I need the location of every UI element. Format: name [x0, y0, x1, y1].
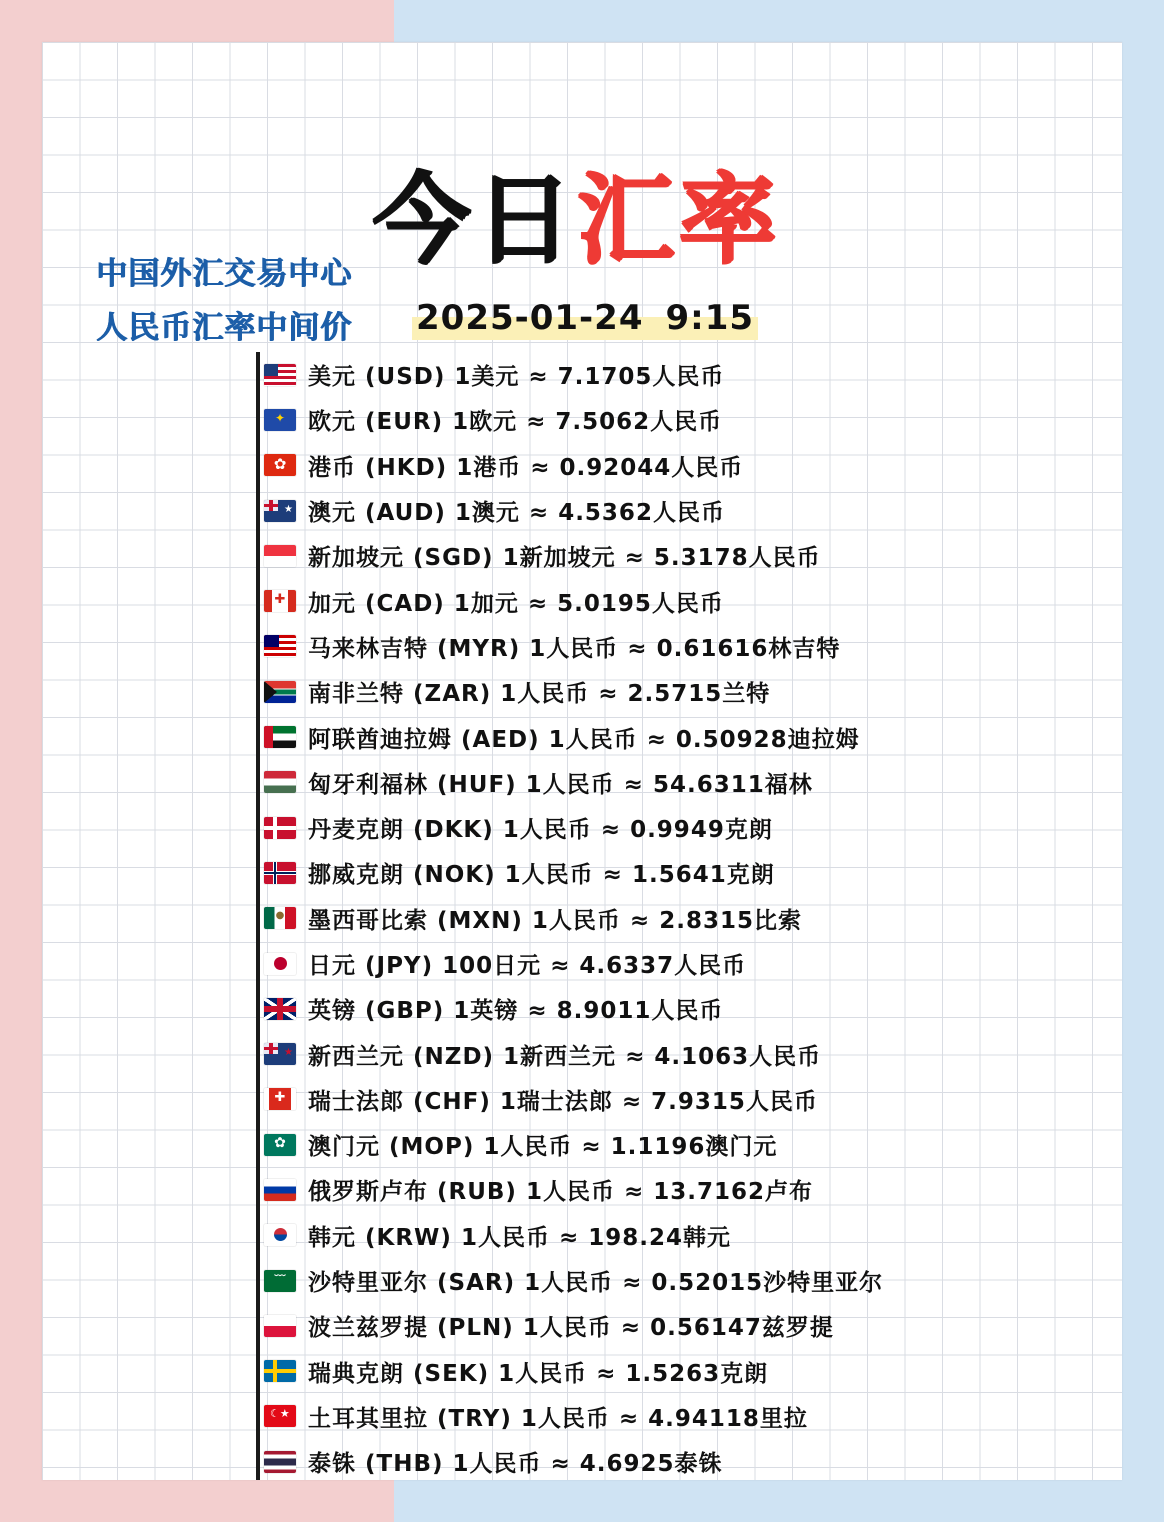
rate-text: 南非兰特 (ZAR) 1人民币 ≈ 2.5715兰特: [308, 681, 771, 708]
ch-flag-icon: [264, 1088, 296, 1110]
rate-text: 韩元 (KRW) 1人民币 ≈ 198.24韩元: [308, 1224, 731, 1251]
sa-flag-icon: [264, 1270, 296, 1292]
rate-row-sek: [264, 1349, 883, 1394]
rate-text: 新加坡元 (SGD) 1新加坡元 ≈ 5.3178人民币: [308, 545, 821, 572]
rate-row-aud: [264, 488, 883, 533]
rate-text: 墨西哥比索 (MXN) 1人民币 ≈ 2.8315比索: [308, 907, 802, 934]
rate-row-gbp: [264, 986, 883, 1031]
my-flag-icon: [264, 635, 296, 657]
hu-flag-icon: [264, 771, 296, 793]
rate-row-nok: [264, 850, 883, 895]
rate-row-huf: [264, 760, 883, 805]
rate-row-mop: [264, 1122, 883, 1167]
timestamp: [412, 296, 758, 340]
source-label: [96, 247, 352, 355]
rate-text: 土耳其里拉 (TRY) 1人民币 ≈ 4.94118里拉: [308, 1405, 808, 1432]
rate-row-mxn: [264, 896, 883, 941]
pl-flag-icon: [264, 1315, 296, 1337]
rate-text: 丹麦克朗 (DKK) 1人民币 ≈ 0.9949克朗: [308, 817, 773, 844]
title-part-2: 汇率: [576, 163, 781, 277]
kr-flag-icon: [264, 1224, 296, 1246]
tr-flag-icon: [264, 1405, 296, 1427]
rate-text: 欧元 (EUR) 1欧元 ≈ 7.5062人民币: [308, 409, 723, 436]
rate-text: 澳门元 (MOP) 1人民币 ≈ 1.1196澳门元: [308, 1134, 778, 1161]
za-flag-icon: [264, 681, 296, 703]
rate-text: 沙特里亚尔 (SAR) 1人民币 ≈ 0.52015沙特里亚尔: [308, 1270, 884, 1297]
rate-row-dkk: [264, 805, 883, 850]
rate-row-eur: [264, 397, 883, 442]
rate-row-krw: [264, 1213, 883, 1258]
rate-text: 阿联酋迪拉姆 (AED) 1人民币 ≈ 0.50928迪拉姆: [308, 726, 860, 753]
rate-list: [264, 352, 883, 1484]
mx-flag-icon: [264, 907, 296, 929]
source-line-1: 中国外汇交易中心: [96, 256, 352, 292]
rate-row-rub: [264, 1167, 883, 1212]
rate-row-aed: [264, 714, 883, 759]
hk-flag-icon: [264, 454, 296, 476]
rate-row-chf: [264, 1077, 883, 1122]
rate-text: 波兰兹罗提 (PLN) 1人民币 ≈ 0.56147兹罗提: [308, 1315, 834, 1342]
rate-row-usd: [264, 352, 883, 397]
rate-text: 澳元 (AUD) 1澳元 ≈ 4.5362人民币: [308, 500, 725, 527]
rate-text: 日元 (JPY) 100日元 ≈ 4.6337人民币: [308, 953, 747, 979]
ca-flag-icon: [264, 590, 296, 612]
jp-flag-icon: [264, 953, 296, 975]
rate-row-thb: [264, 1439, 883, 1484]
rate-row-myr: [264, 624, 883, 669]
rate-row-jpy: [264, 941, 883, 986]
date-text: 2025-01-24: [416, 298, 644, 338]
rate-row-sgd: [264, 533, 883, 578]
se-flag-icon: [264, 1360, 296, 1382]
rate-text: 泰铢 (THB) 1人民币 ≈ 4.6925泰铢: [308, 1451, 723, 1478]
rate-row-zar: [264, 669, 883, 714]
rate-row-nzd: [264, 1031, 883, 1076]
time-text: 9:15: [665, 298, 755, 338]
rate-row-cad: [264, 578, 883, 623]
no-flag-icon: [264, 862, 296, 884]
source-line-2: 人民币汇率中间价: [96, 310, 352, 346]
rate-text: 英镑 (GBP) 1英镑 ≈ 8.9011人民币: [308, 998, 724, 1025]
rate-text: 新西兰元 (NZD) 1新西兰元 ≈ 4.1063人民币: [308, 1043, 822, 1070]
rate-text: 挪威克朗 (NOK) 1人民币 ≈ 1.5641克朗: [308, 862, 775, 889]
rate-text: 加元 (CAD) 1加元 ≈ 5.0195人民币: [308, 590, 724, 617]
rate-text: 匈牙利福林 (HUF) 1人民币 ≈ 54.6311福林: [308, 771, 813, 798]
rate-row-sar: [264, 1258, 883, 1303]
list-divider-line: [256, 352, 260, 1480]
rate-row-hkd: [264, 443, 883, 488]
mo-flag-icon: [264, 1134, 296, 1156]
rate-text: 瑞典克朗 (SEK) 1人民币 ≈ 1.5263克朗: [308, 1360, 769, 1387]
title-part-1: 今日: [372, 163, 577, 277]
us-flag-icon: [264, 364, 296, 386]
th-flag-icon: [264, 1451, 296, 1473]
nz-flag-icon: [264, 1043, 296, 1065]
rate-text: 俄罗斯卢布 (RUB) 1人民币 ≈ 13.7162卢布: [308, 1179, 814, 1206]
ru-flag-icon: [264, 1179, 296, 1201]
eu-flag-icon: [264, 409, 296, 431]
rate-text: 港币 (HKD) 1港币 ≈ 0.92044人民币: [308, 454, 744, 481]
page-title: [372, 160, 780, 280]
gb-flag-icon: [264, 998, 296, 1020]
dk-flag-icon: [264, 817, 296, 839]
au-flag-icon: [264, 500, 296, 522]
sg-flag-icon: [264, 545, 296, 567]
rate-text: 瑞士法郎 (CHF) 1瑞士法郎 ≈ 7.9315人民币: [308, 1088, 818, 1115]
rate-text: 美元 (USD) 1美元 ≈ 7.1705人民币: [308, 364, 725, 391]
rate-row-try: [264, 1394, 883, 1439]
rate-text: 马来林吉特 (MYR) 1人民币 ≈ 0.61616林吉特: [308, 635, 841, 662]
rate-row-pln: [264, 1303, 883, 1348]
ae-flag-icon: [264, 726, 296, 748]
